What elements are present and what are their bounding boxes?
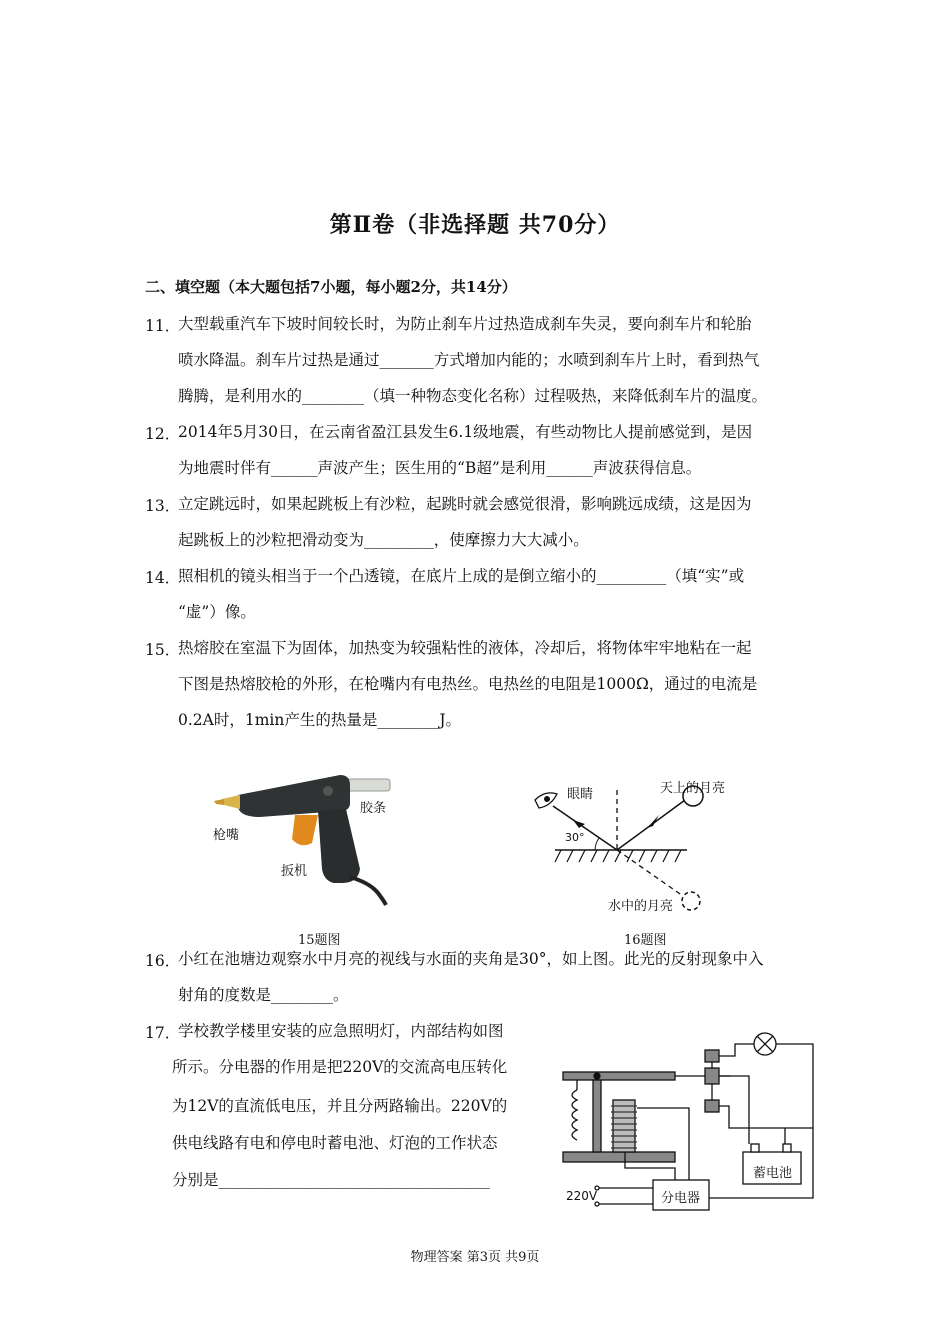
trigger-shape — [292, 815, 318, 845]
question-number: 14． — [145, 569, 181, 587]
upper-contact — [705, 1050, 719, 1062]
eye-label: 眼睛 — [567, 787, 594, 802]
question-text: 为12V的直流低电压，并且分两路输出。220V的 — [172, 1097, 508, 1115]
question-number: 16． — [145, 952, 181, 970]
question-text: 射角的度数是________。 — [178, 986, 349, 1004]
page-footer: 物理答案 第3页 共9页 — [410, 1250, 540, 1265]
sky-moon-label: 天上的月亮 — [660, 781, 726, 796]
nozzle-label: 枪嘴 — [213, 828, 240, 843]
reflected-ray — [553, 806, 617, 850]
question-text: 2014年5月30日，在云南省盈江县发生6.1级地震，有些动物比人提前感觉到，是因 — [178, 423, 753, 441]
question-text: 下图是热熔胶枪的外形，在枪嘴内有电热丝。电热丝的电阻是1000Ω，通过的电流是 — [178, 675, 758, 693]
relay-base — [563, 1152, 675, 1162]
spring-shape — [572, 1090, 577, 1140]
question-text: 小红在池塘边观察水中月亮的视线与水面的夹角是30°，如上图。此光的反射现象中入 — [178, 950, 764, 968]
question-text: 为地震时伴有______声波产生；医生用的“B超”是利用______声波获得信息。 — [178, 459, 702, 477]
question-number: 13． — [145, 497, 181, 515]
middle-contact — [705, 1068, 719, 1084]
question-text: 腾腾，是利用水的________（填一种物态变化名称）过程吸热，来降低刹车片的温度。 — [178, 387, 768, 405]
figure-15-caption: 15题图 — [298, 933, 341, 948]
question-text: 喷水降温。刹车片过热是通过_______方式增加内能的；水喷到刹车片上时，看到热气 — [178, 351, 760, 369]
figure-16-caption: 16题图 — [624, 933, 667, 948]
question-text: 大型载重汽车下坡时间较长时，为防止刹车片过热造成刹车失灵，要向刹车片和轮胎 — [178, 315, 752, 333]
water-moon-icon — [682, 892, 700, 910]
question-text: 供电线路有电和停电时蓄电池、灯泡的工作状态 — [172, 1134, 498, 1152]
relay-post — [593, 1080, 601, 1152]
distributor-label: 分电器 — [661, 1191, 701, 1206]
virtual-ray — [617, 850, 683, 896]
lower-contact — [705, 1100, 719, 1112]
voltage-label: 220V — [566, 1189, 598, 1203]
question-text: 起跳板上的沙粒把滑动变为_________，使摩擦力大大减小。 — [178, 531, 589, 549]
hatch-marks — [555, 850, 681, 862]
relay-top-bar — [563, 1072, 675, 1080]
trigger-label: 扳机 — [281, 864, 308, 879]
question-text: 0.2A时，1min产生的热量是________J。 — [178, 711, 462, 729]
handle-shape — [318, 809, 360, 883]
question-text: “虚”）像。 — [178, 603, 256, 621]
angle-arc — [595, 838, 599, 850]
page-title: 第Ⅱ卷（非选择题 共70分） — [329, 212, 621, 238]
question-number: 17． — [145, 1024, 181, 1042]
nozzle-tip-shape — [214, 799, 224, 805]
question-text: 分别是___________________________________ — [172, 1171, 490, 1189]
question-text: 学校教学楼里安装的应急照明灯，内部结构如图 — [178, 1022, 504, 1040]
section-heading: 二、填空题（本大题包括7小题，每小题2分，共14分） — [145, 278, 517, 296]
gun-badge-shape — [323, 786, 333, 796]
battery-label: 蓄电池 — [753, 1166, 793, 1181]
question-text: 热熔胶在室温下为固体，加热变为较强粘性的液体，冷却后，将物体牢牢地粘在一起 — [178, 639, 752, 657]
glue-stick-label: 胶条 — [360, 801, 387, 816]
question-number: 15． — [145, 641, 181, 659]
question-number: 11． — [145, 317, 181, 335]
question-text: 所示。分电器的作用是把220V的交流高电压转化 — [172, 1058, 508, 1076]
coil-core — [613, 1100, 635, 1152]
nozzle-shape — [222, 795, 240, 809]
water-moon-label: 水中的月亮 — [608, 899, 674, 914]
cord-shape — [350, 877, 386, 905]
question-number: 12． — [145, 425, 181, 443]
angle-label: 30° — [565, 831, 585, 844]
question-text: 照相机的镜头相当于一个凸透镜，在底片上成的是倒立缩小的_________（填“实”或 — [178, 567, 745, 585]
question-text: 立定跳远时，如果起跳板上有沙粒，起跳时就会感觉很滑，影响跳远成绩，这是因为 — [178, 495, 752, 513]
